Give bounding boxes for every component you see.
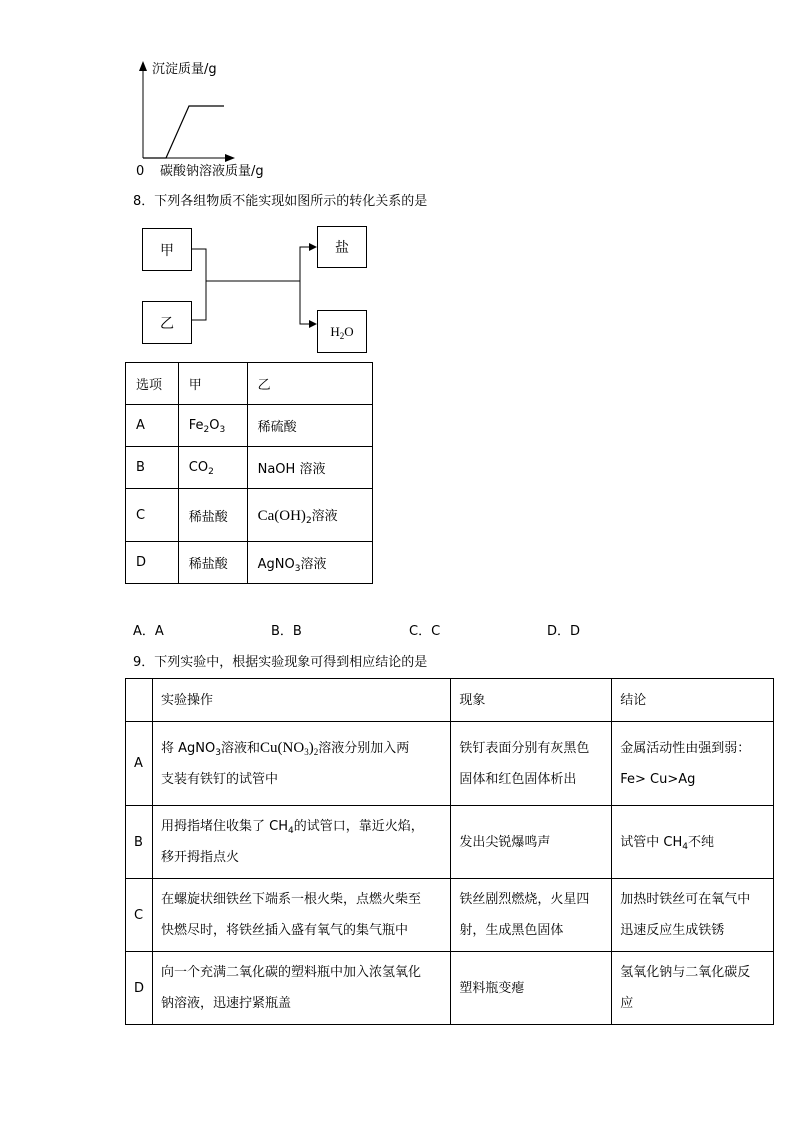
table-row: [126, 363, 373, 405]
choice-c[interactable]: C．C: [409, 624, 441, 639]
box-salt-label: 盐: [335, 240, 349, 256]
option-cell: B: [126, 806, 153, 879]
chart-ylabel: 沉淀质量/g: [152, 62, 217, 77]
chart-origin-label: 0: [136, 164, 145, 179]
box-jia-label: 甲: [160, 242, 174, 259]
diagram-connectors: [0, 0, 400, 360]
conclusion-cell: 试管中 $CH_4$不纯: [612, 806, 774, 879]
option-cell: A: [126, 722, 153, 806]
conclusion-cell: 加热时铁丝可在氧气中 迅速反应生成铁锈: [612, 879, 774, 952]
jia-cell: $CO_2$: [178, 447, 247, 489]
q9-stem: 9．下列实验中，根据实验现象可得到相应结论的是: [133, 655, 428, 670]
col-header: 乙: [247, 363, 372, 405]
col-header: 甲: [178, 363, 247, 405]
col-header: 现象: [451, 679, 612, 722]
table-row: [126, 952, 774, 1025]
yi-cell: $Ca(OH)_2$溶液: [247, 489, 372, 542]
col-header: 实验操作: [153, 679, 451, 722]
chart-xlabel: 碳酸钠溶液质量/g: [160, 164, 264, 179]
q8-stem: 8．下列各组物质不能实现如图所示的转化关系的是: [133, 194, 428, 209]
col-header: 结论: [612, 679, 774, 722]
table-row: [126, 405, 373, 447]
table-row: [126, 447, 373, 489]
choice-b[interactable]: B．B: [271, 624, 302, 639]
yi-cell: 稀硫酸: [247, 405, 372, 447]
jia-cell: 稀盐酸: [178, 489, 247, 542]
option-cell: C: [126, 489, 179, 542]
q8-table: [125, 362, 373, 584]
phenomenon-cell: 发出尖锐爆鸣声: [451, 806, 612, 879]
arrow-to-salt: [300, 247, 316, 281]
choice-d[interactable]: D．D: [547, 624, 581, 639]
table-row: [126, 806, 774, 879]
yi-cell: AgNO$_3$溶液: [247, 542, 372, 584]
arrow-to-water: [300, 281, 316, 324]
option-cell: C: [126, 879, 153, 952]
conclusion-cell: 金属活动性由强到弱： Fe> Cu>Ag: [612, 722, 774, 806]
jia-cell: $Fe_2O_3$: [178, 405, 247, 447]
col-header: [126, 679, 153, 722]
choice-a[interactable]: A．A: [133, 624, 164, 639]
jia-cell: 稀盐酸: [178, 542, 247, 584]
option-cell: A: [126, 405, 179, 447]
option-cell: B: [126, 447, 179, 489]
q9-table: [125, 678, 774, 1025]
operation-cell: 在螺旋状细铁丝下端系一根火柴，点燃火柴至 快燃尽时，将铁丝插入盛有氧气的集气瓶中: [153, 879, 451, 952]
box-yi-label: 乙: [160, 315, 174, 332]
phenomenon-cell: 塑料瓶变瘪: [451, 952, 612, 1025]
phenomenon-cell: 铁丝剧烈燃烧，火星四 射，生成黑色固体: [451, 879, 612, 952]
bracket-line: [192, 249, 206, 320]
operation-cell: 将 AgNO$_3$溶液和$Cu(NO_3)_2$溶液分别加入两 支装有铁钉的试管中: [153, 722, 451, 806]
box-water-label: $H_2O$: [330, 323, 354, 341]
table-row: [126, 489, 373, 542]
col-header: 选项: [126, 363, 179, 405]
table-row: [126, 542, 373, 584]
operation-cell: 向一个充满二氧化碳的塑料瓶中加入浓氢氧化 钠溶液，迅速拧紧瓶盖: [153, 952, 451, 1025]
phenomenon-cell: 铁钉表面分别有灰黑色 固体和红色固体析出: [451, 722, 612, 806]
conclusion-cell: 氢氧化钠与二氧化碳反 应: [612, 952, 774, 1025]
yi-cell: NaOH 溶液: [247, 447, 372, 489]
option-cell: D: [126, 542, 179, 584]
operation-cell: 用拇指堵住收集了 $CH_4$的试管口，靠近火焰， 移开拇指点火: [153, 806, 451, 879]
option-cell: D: [126, 952, 153, 1025]
table-row: [126, 679, 774, 722]
table-row: [126, 722, 774, 806]
table-row: [126, 879, 774, 952]
